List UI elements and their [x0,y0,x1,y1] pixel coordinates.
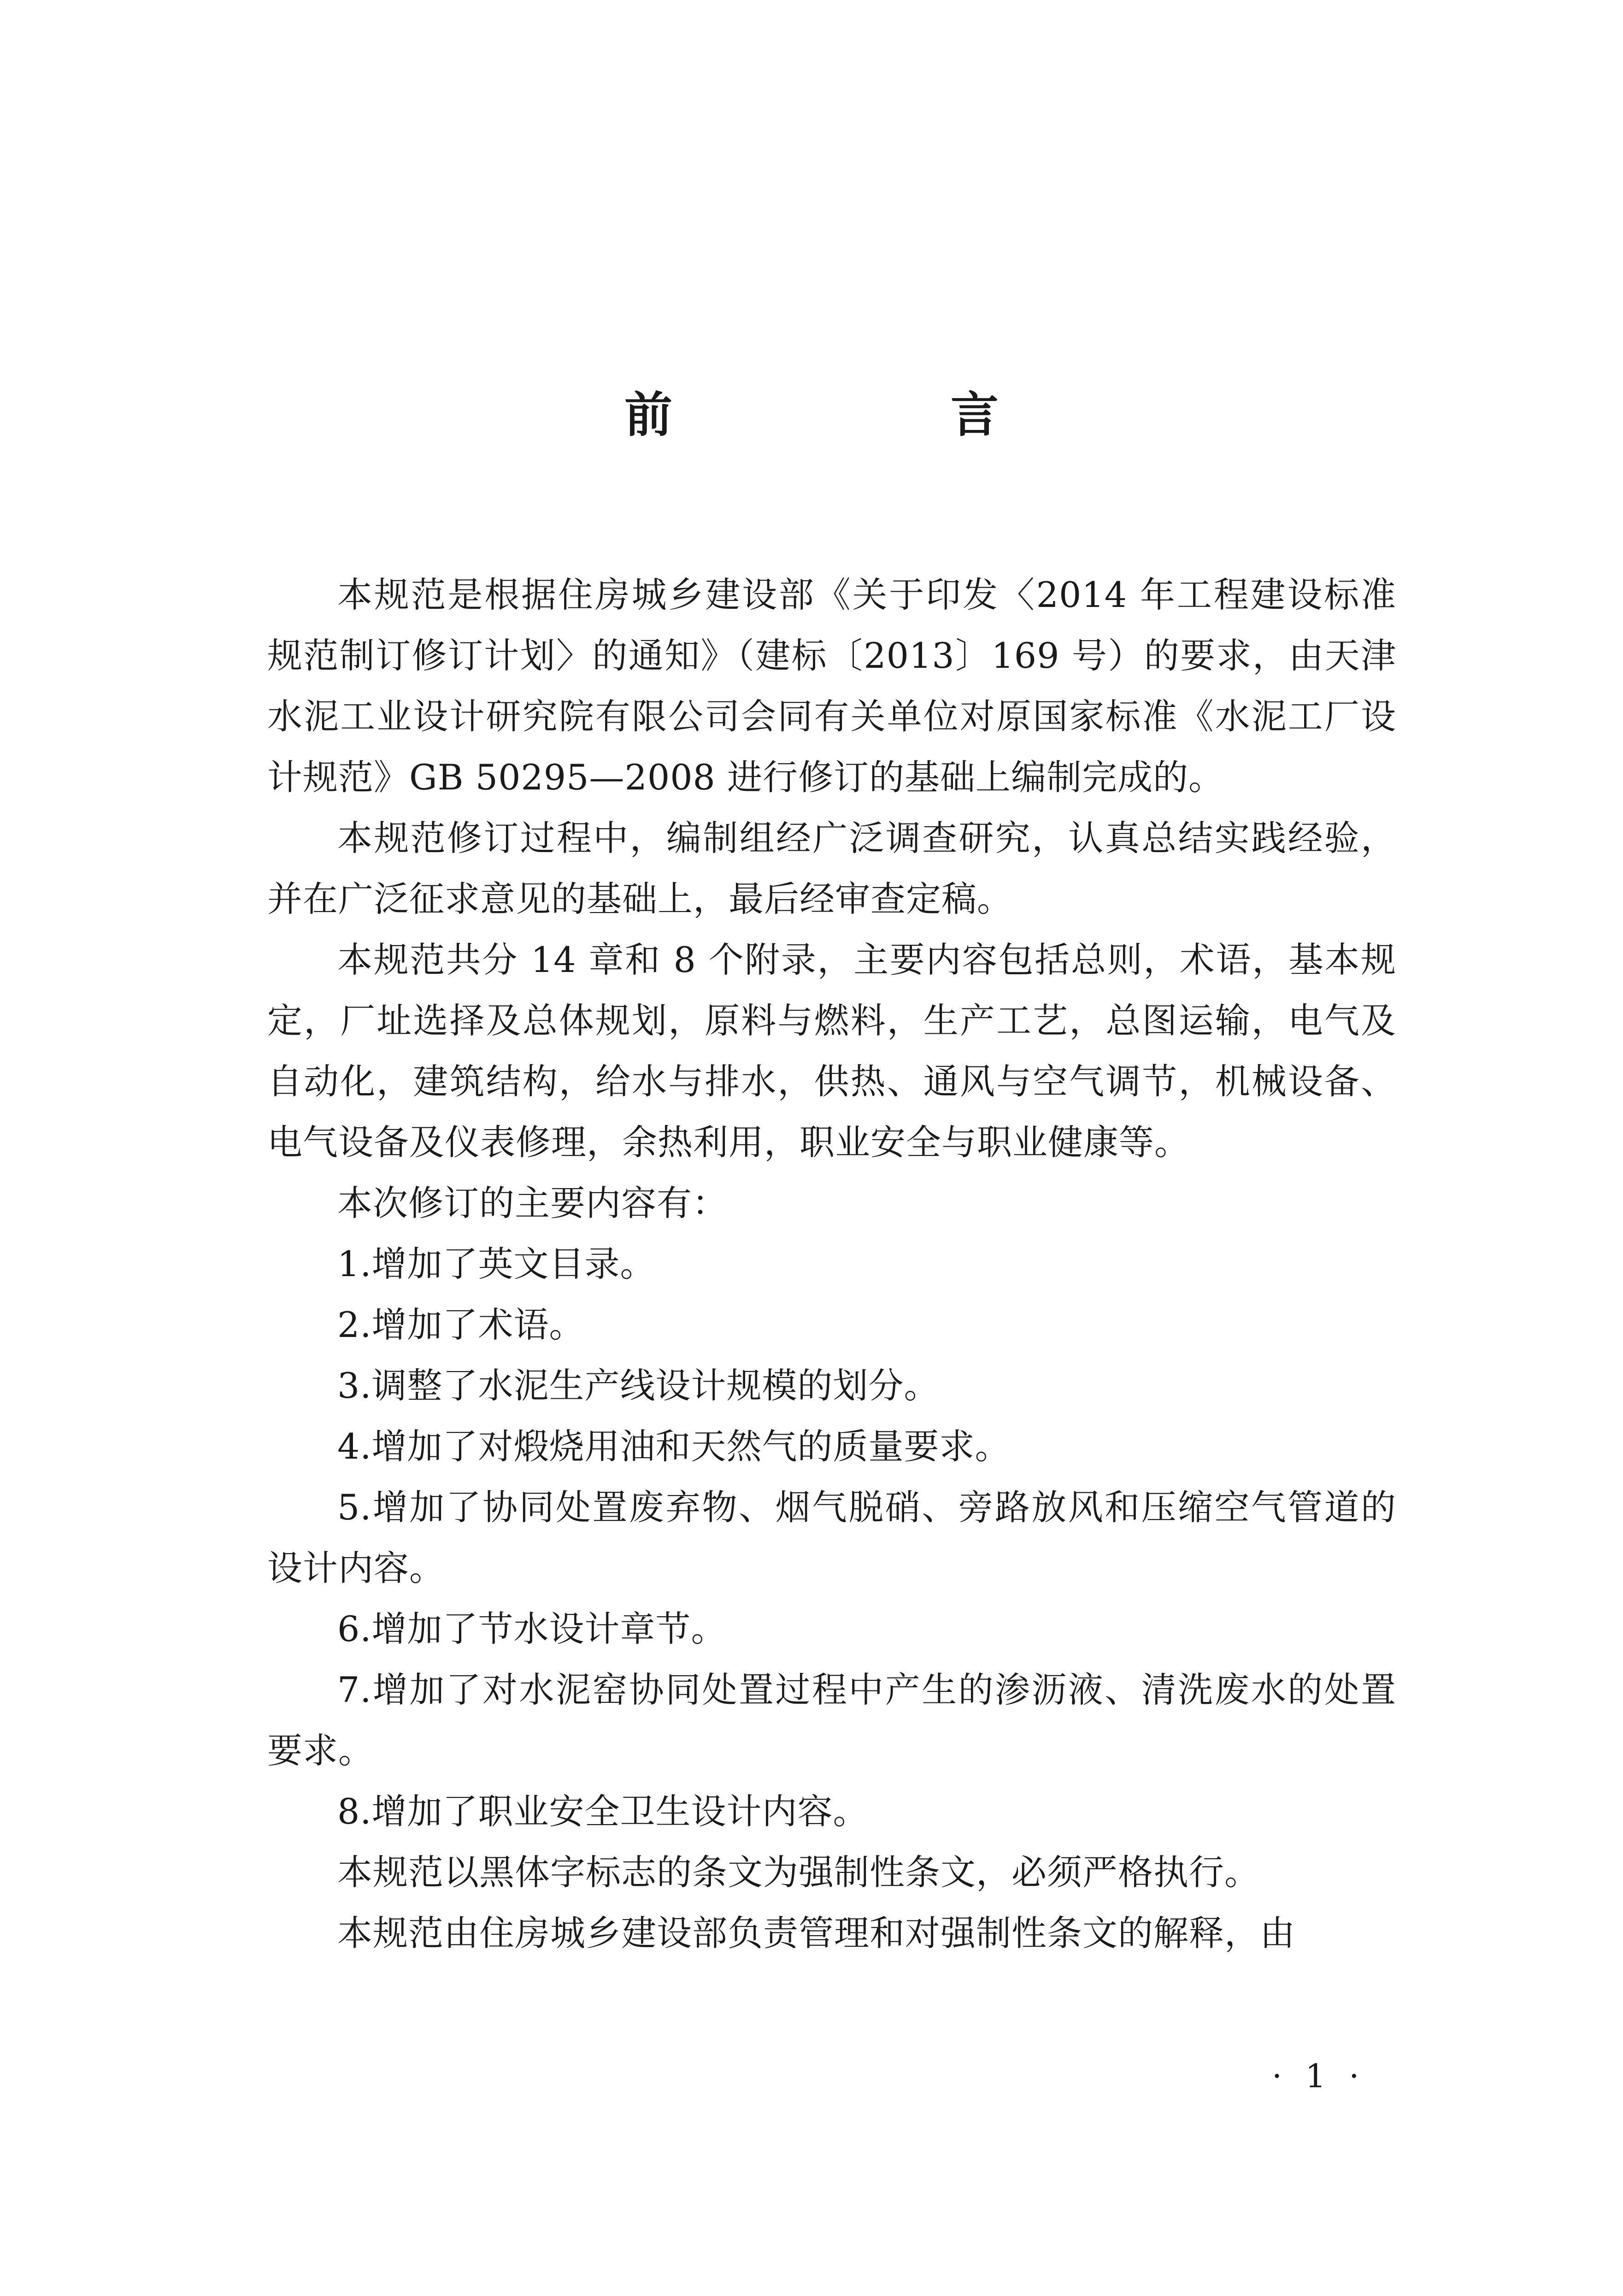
paragraph-process: 本规范修订过程中，编制组经广泛调查研究，认真总结实践经验，并在广泛征求意见的基础上，最后经审查定稿。 [267,818,1396,919]
paragraph-mandatory: 本规范以黑体字标志的条文为强制性条文，必须严格执行。 [337,1852,1260,1893]
body-text [267,565,1396,1964]
list-item-4: 4.增加了对煅烧用油和天然气的质量要求。 [337,1426,1011,1467]
list-item-2: 2.增加了术语。 [337,1304,585,1345]
paragraph-contents: 本规范共分 14 章和 8 个附录，主要内容包括总则，术语，基本规定，厂址选择及总体规划，原料与燃料，生产工艺，总图运输，电气及自动化，建筑结构，给水与排水，供热、通风与空气调节，机械设备、电气设备及仪表修理，余热利用，职业安全与职业健康等。 [267,939,1396,1163]
list-item-8: 8.增加了职业安全卫生设计内容。 [337,1791,869,1832]
list-item-7: 7.增加了对水泥窑协同处置过程中产生的渗沥液、清洗废水的处置要求。 [267,1669,1396,1771]
paragraph-intro: 本规范是根据住房城乡建设部《关于印发〈2014 年工程建设标准规范制订修订计划〉的通知》（建标〔2013〕169 号）的要求，由天津水泥工业设计研究院有限公司会同有关单位对原国家标准《水泥工厂设计规范》GB 50295—2008 进行修订的基础上编制完成的。 [267,574,1396,798]
paragraph-revision-intro: 本次修订的主要内容有： [337,1183,728,1224]
page-number: · 1 · [1272,2057,1366,2095]
list-item-1: 1.增加了英文目录。 [337,1243,656,1284]
paragraph-management: 本规范由住房城乡建设部负责管理和对强制性条文的解释，由 [337,1913,1295,1954]
list-item-5: 5.增加了协同处置废弃物、烟气脱硝、旁路放风和压缩空气管道的设计内容。 [267,1487,1396,1589]
page-title: 前 言 [624,387,1114,443]
list-item-6: 6.增加了节水设计章节。 [337,1608,727,1649]
list-item-3: 3.调整了水泥生产线设计规模的划分。 [337,1365,940,1406]
